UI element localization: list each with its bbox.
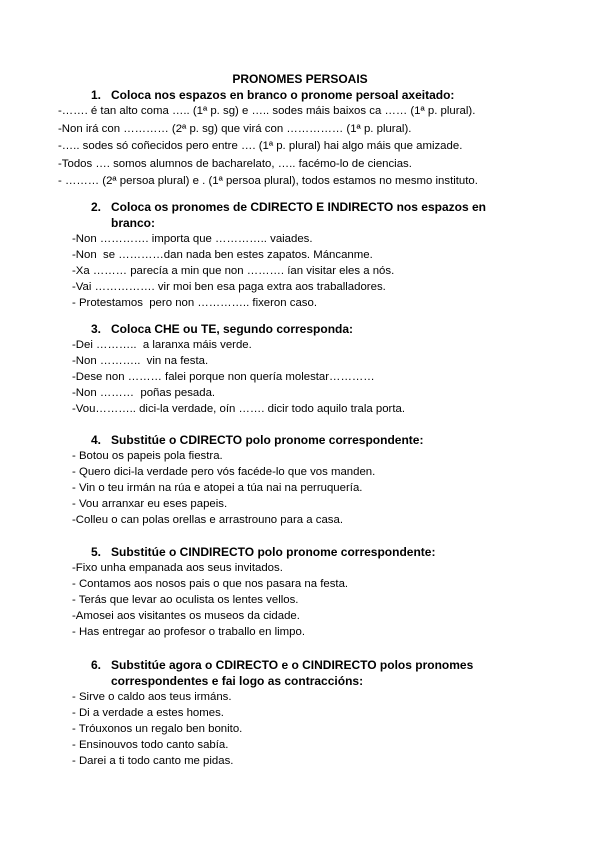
- exercise-line: - Terás que levar ao oculista os lentes vellos.: [72, 594, 299, 606]
- exercise-line: -Dese non ……… falei porque non quería molestar…………: [72, 371, 375, 383]
- exercise-6: [0, 657, 600, 769]
- exercise-line: -Non irá con ………… (2ª p. sg) que virá con …………… (1ª p. plural).: [58, 122, 412, 135]
- exercise-line: -Colleu o can polas orellas e arrastrouno para a casa.: [72, 514, 343, 526]
- exercise-number: 4.: [91, 433, 102, 447]
- exercise-3: [0, 321, 600, 417]
- exercise-number: 5.: [91, 545, 102, 559]
- exercise-line: -Non …………. importa que ………….. vaiades.: [72, 233, 313, 245]
- exercise-2: [0, 199, 600, 311]
- exercise-line: -Non se …………dan nada ben estes zapatos. Máncanme.: [72, 249, 373, 261]
- exercise-line: - Ensinouvos todo canto sabía.: [72, 739, 229, 751]
- exercise-instruction: Coloca os pronomes de CDIRECTO E INDIRECTO nos espazos en branco:: [111, 200, 486, 230]
- exercise-line: - Darei a ti todo canto me pidas.: [72, 755, 234, 767]
- exercise-4: [0, 432, 600, 528]
- exercise-heading: [0, 321, 600, 337]
- exercise-line: - Tróuxonos un regalo ben bonito.: [72, 723, 243, 735]
- exercise-line: - Quero dici-la verdade pero vós facéde-lo que vos manden.: [72, 466, 376, 478]
- exercise-heading: [0, 544, 600, 560]
- exercise-line: -Non ……….. vin na festa.: [72, 355, 209, 367]
- exercise-heading: [0, 657, 491, 689]
- exercise-line: - Has entregar ao profesor o traballo en limpo.: [72, 626, 305, 638]
- exercise-instruction: Coloca nos espazos en branco o pronome persoal axeitado:: [111, 88, 455, 102]
- exercise-line: - Protestamos pero non ………….. fixeron caso.: [72, 297, 317, 309]
- exercise-line: -Vai ……………. vir moi ben esa paga extra aos traballadores.: [72, 281, 386, 293]
- exercise-line: -……. é tan alto coma ….. (1ª p. sg) e ….. sodes máis baixos ca …… (1ª p. plural).: [58, 105, 476, 117]
- exercise-heading: [0, 87, 600, 103]
- exercise-instruction: Substitúe o CINDIRECTO polo pronome correspondente:: [111, 545, 436, 559]
- exercise-line: - Vin o teu irmán na rúa e atopei a túa nai na perruquería.: [72, 482, 363, 494]
- exercise-line: - Vou arranxar eu eses papeis.: [72, 498, 228, 510]
- exercise-number: 6.: [91, 658, 102, 672]
- exercise-line: - ……… (2ª persoa plural) e . (1ª persoa plural), todos estamos no mesmo instituto.: [58, 175, 478, 187]
- exercise-instruction: Coloca CHE ou TE, segundo corresponda:: [111, 322, 354, 336]
- exercise-line: -Todos …. somos alumnos de bacharelato, ….. facémo-lo de ciencias.: [58, 157, 412, 170]
- exercise-heading: [0, 199, 491, 231]
- exercise-line: - Sirve o caldo aos teus irmáns.: [72, 691, 232, 703]
- exercise-line: -Non ……… poñas pesada.: [72, 387, 216, 399]
- document-title: PRONOMES PERSOAIS: [232, 72, 368, 86]
- exercise-line: -Xa ……… parecía a min que non ………. ían visitar eles a nós.: [72, 265, 395, 277]
- exercise-line: -….. sodes só coñecidos pero entre …. (1ª p. plural) hai algo máis que amizade.: [58, 140, 463, 152]
- exercise-line: - Di a verdade a estes homes.: [72, 707, 224, 719]
- exercise-line: - Contamos aos nosos pais o que nos pasara na festa.: [72, 578, 349, 590]
- exercise-number: 1.: [91, 88, 102, 102]
- exercise-line: - Botou os papeis pola fiestra.: [72, 450, 223, 462]
- exercise-line: -Dei ……….. a laranxa máis verde.: [72, 339, 252, 351]
- exercise-line: -Vou……….. dici-la verdade, oín ……. dicir todo aquilo trala porta.: [72, 403, 406, 415]
- exercise-line: -Fixo unha empanada aos seus invitados.: [72, 562, 283, 574]
- exercise-number: 3.: [91, 322, 102, 336]
- exercise-heading: [0, 432, 600, 448]
- exercise-1: [0, 87, 600, 191]
- exercise-number: 2.: [91, 200, 102, 214]
- exercise-5: [0, 544, 600, 640]
- exercise-line: -Amosei aos visitantes os museos da cidade.: [72, 610, 300, 622]
- exercise-instruction: Substitúe agora o CDIRECTO e o CINDIRECTO polos pronomes correspondentes e fai logo as contraccións:: [111, 658, 474, 688]
- exercise-instruction: Substitúe o CDIRECTO polo pronome correspondente:: [111, 433, 424, 447]
